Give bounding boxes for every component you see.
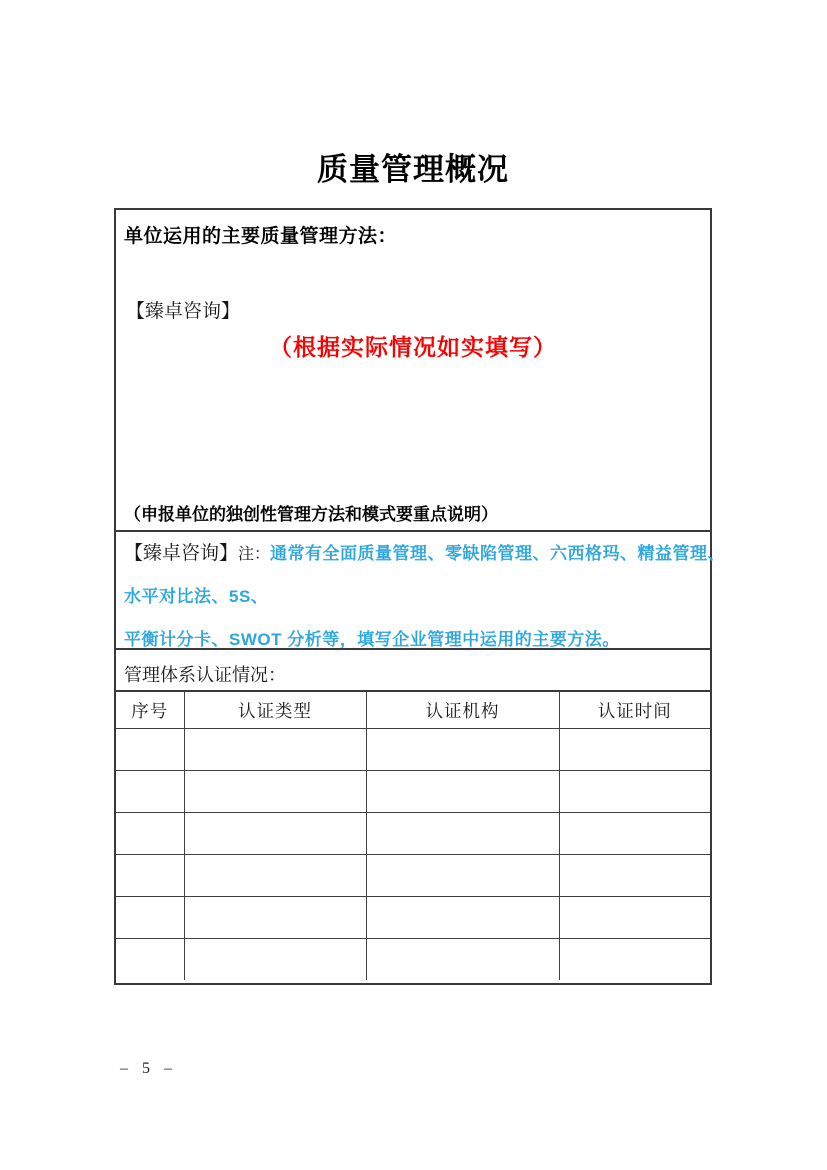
- table-cell-empty[interactable]: [366, 771, 559, 813]
- table-cell-empty[interactable]: [184, 897, 366, 939]
- consultant-note-line-2: [124, 582, 268, 607]
- table-cell-empty[interactable]: [559, 813, 710, 855]
- column-header-cert-time: 认证时间: [559, 692, 710, 729]
- table-header-row: [116, 692, 710, 729]
- table-row: [116, 855, 710, 897]
- table-cell-empty[interactable]: [184, 813, 366, 855]
- table-cell-empty[interactable]: [366, 855, 559, 897]
- table-row: [116, 939, 710, 981]
- table-row: [116, 771, 710, 813]
- table-cell-empty[interactable]: [559, 939, 710, 981]
- column-header-index: 序号: [116, 692, 184, 729]
- consultant-note-label: 注：: [238, 546, 271, 563]
- page-number: – 5 –: [120, 1060, 177, 1077]
- table-row: [116, 897, 710, 939]
- table-cell-empty[interactable]: [559, 855, 710, 897]
- table-row: [116, 813, 710, 855]
- table-cell-empty[interactable]: [559, 729, 710, 771]
- table-cell-empty[interactable]: [116, 771, 184, 813]
- consultant-note-line-3: [124, 625, 620, 650]
- table-cell-empty[interactable]: [184, 771, 366, 813]
- consultant-tag: 【臻卓咨询】: [126, 301, 241, 322]
- table-cell-empty[interactable]: [366, 939, 559, 981]
- consultant-note-text-2: 水平对比法、5S、: [124, 587, 269, 606]
- divider: [116, 648, 710, 650]
- table-cell-empty[interactable]: [559, 897, 710, 939]
- column-header-cert-type: 认证类型: [184, 692, 366, 729]
- table-cell-empty[interactable]: [184, 855, 366, 897]
- consultant-note-tag: 【臻卓咨询】: [124, 543, 239, 564]
- consultant-note-line-1: [124, 538, 725, 565]
- table-cell-empty[interactable]: [366, 813, 559, 855]
- divider: [116, 530, 710, 532]
- table-cell-empty[interactable]: [184, 939, 366, 981]
- certification-heading: 管理体系认证情况：: [124, 665, 286, 685]
- table-cell-empty[interactable]: [559, 771, 710, 813]
- table-cell-empty[interactable]: [116, 897, 184, 939]
- table-cell-empty[interactable]: [366, 729, 559, 771]
- consultant-note-text-1: 通常有全面质量管理、零缺陷管理、六西格玛、精益管理、: [270, 544, 726, 563]
- table-cell-empty[interactable]: [116, 813, 184, 855]
- methods-bottom-note: （申报单位的独创性管理方法和模式要重点说明）: [124, 505, 498, 524]
- quality-management-form: [114, 208, 726, 985]
- certification-table-body: [116, 729, 710, 981]
- consultant-note-text-3: 平衡计分卡、SWOT 分析等，填写企业管理中运用的主要方法。: [124, 630, 620, 649]
- table-cell-empty[interactable]: [116, 855, 184, 897]
- table-cell-empty[interactable]: [366, 897, 559, 939]
- table-cell-empty[interactable]: [116, 939, 184, 981]
- table-cell-empty[interactable]: [184, 729, 366, 771]
- table-cell-empty[interactable]: [116, 729, 184, 771]
- methods-heading: 单位运用的主要质量管理方法：: [124, 226, 398, 247]
- page-title: 质量管理概况: [317, 152, 509, 187]
- table-row: [116, 729, 710, 771]
- column-header-cert-org: 认证机构: [366, 692, 559, 729]
- fill-hint-red-note: （根据实际情况如实填写）: [269, 334, 557, 360]
- certification-table: [116, 692, 710, 980]
